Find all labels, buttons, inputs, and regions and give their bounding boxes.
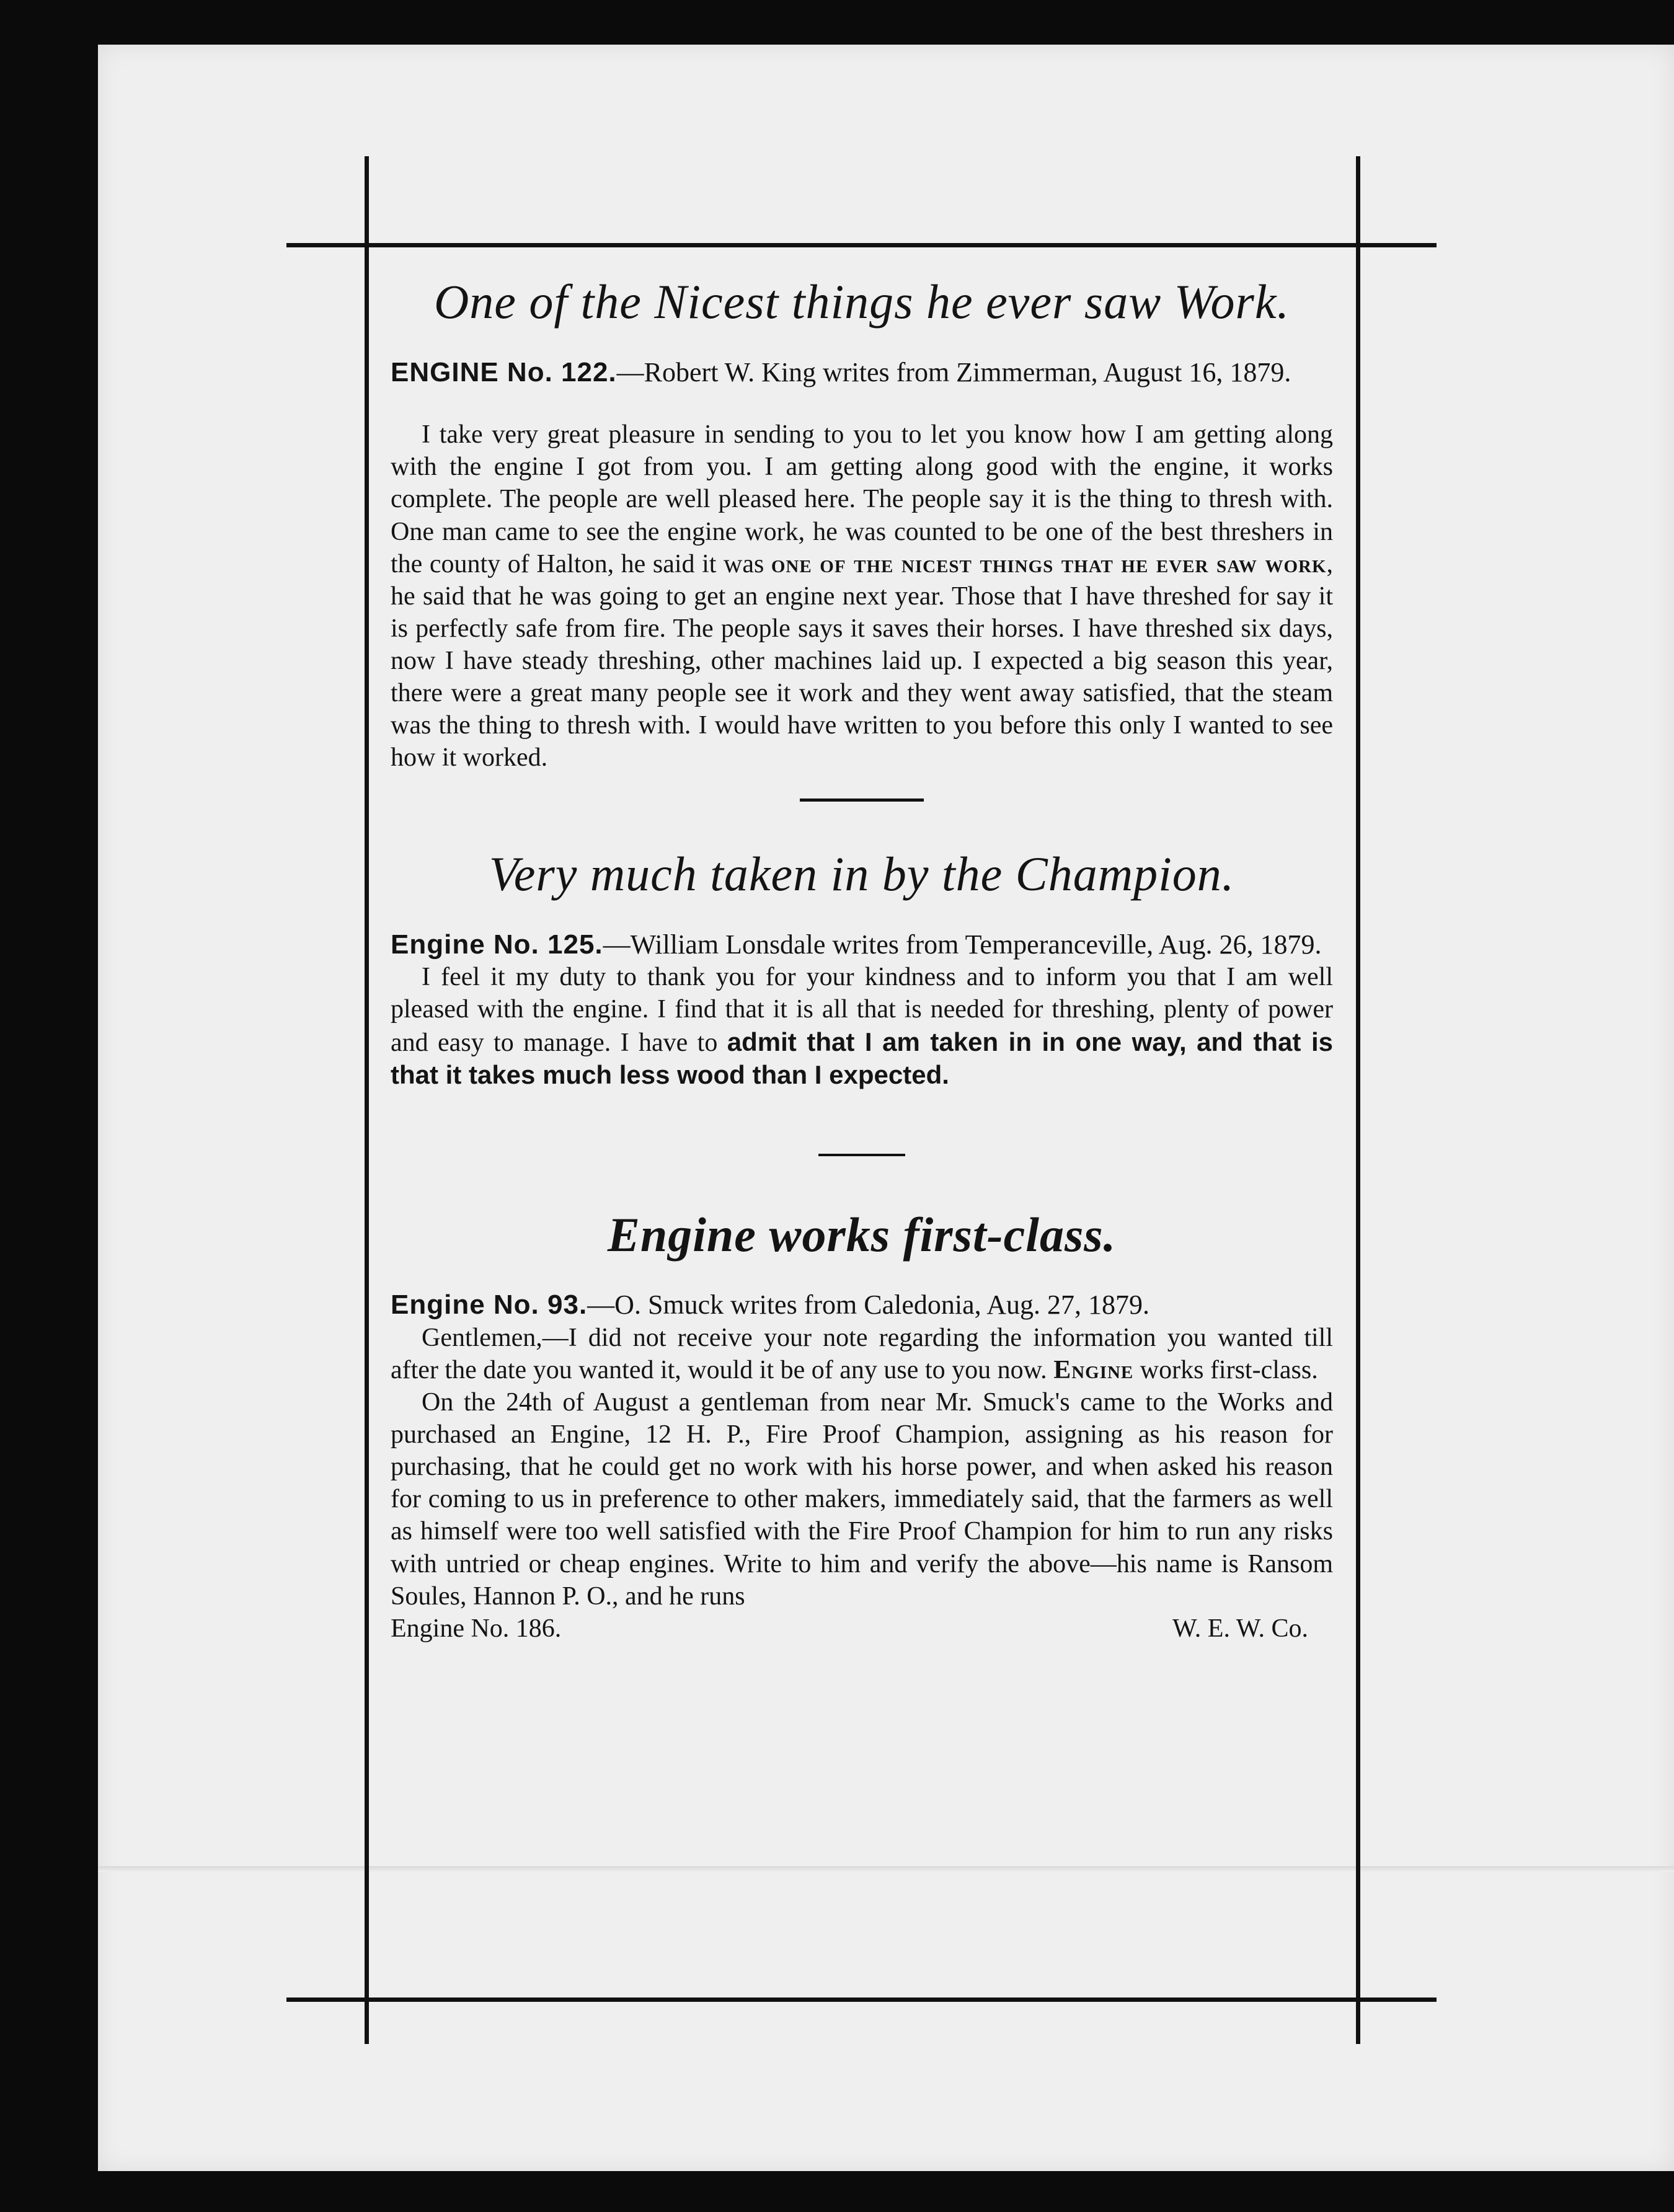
entry-label: Engine No. 93. <box>391 1290 588 1321</box>
border-bottom-rule <box>286 1997 1437 2002</box>
headline-first-class: Engine works first-class. <box>607 1207 1117 1262</box>
letter-emphasis: one of the nicest things that he ever saw work <box>771 549 1327 578</box>
entry-heading-engine-125 <box>391 928 1333 962</box>
headline-taken-in: Very much taken in by the Champion. <box>489 847 1235 901</box>
section-divider <box>818 1154 905 1156</box>
headline-nicest-things: One of the Nicest things he ever saw Work. <box>433 275 1290 329</box>
section-divider <box>800 799 924 802</box>
letter-text: I take very great pleasure in sending to you to let you know how I am getting along with the engine I got from you. I am getting along good with the engine, it works complete. The people are well pleased here. The people say it is the thing to thresh with. One man came to see the engine work, he was counted to be one of the best threshers in the county of Halton, he said it was <box>391 420 1333 578</box>
entry-source: —William Lonsdale writes from Temperanceville, Aug. 26, 1879. <box>603 929 1322 960</box>
letter-text: Gentlemen,—I did not receive your note regarding the information you wanted till after the date you wanted it, would it be of any use to you now. <box>391 1323 1333 1385</box>
letter-body <box>391 1322 1333 1386</box>
letter-text: I feel it my duty to thank you for your kindness and to inform you that I am well pleased with the engine. I find that it is all that is needed for threshing, plenty of power and easy to manage. I have to <box>391 963 1333 1057</box>
letter-text: , he said that he was going to get an engine next year. Those that I have threshed for say it is perfectly safe from fire. The people says it saves their horses. I have threshed six days, now I have steady threshing, other machines laid up. I expected a big season this year, there were a great many people see it work and they went away satisfied, that the steam was the thing to thresh with. I would have written to you before this only I wanted to see how it worked. <box>391 549 1334 772</box>
letter-body <box>391 418 1333 774</box>
entry-heading-engine-122 <box>391 356 1333 389</box>
advertisement-content <box>391 273 1333 1645</box>
company-note: On the 24th of August a gentleman from near Mr. Smuck's came to the Works and purchased an Engine, 12 H. P., Fire Proof Champion, assigning as his reason for purchasing, that he could get no work with his horse power, and when asked his reason for coming to us in preference to other makers, immediately said, that the farmers as well as himself were too well satisfied with the Fire Proof Champion for him to run any risks with untried or cheap engines. Write to him and verify the above—his name is Ransom Soules, Hannon P. O., and he runs <box>391 1388 1333 1611</box>
company-signature: W. E. W. Co. <box>1172 1614 1308 1643</box>
entry-label: Engine No. 125. <box>391 929 603 960</box>
entry-label: ENGINE No. 122. <box>391 356 617 387</box>
engine-number: Engine No. 186. <box>391 1614 562 1643</box>
letter-body <box>391 961 1333 1091</box>
letter-text: works first-class. <box>1133 1356 1318 1385</box>
closing-line <box>391 1613 1333 1645</box>
letter-emphasis: admit that I am taken in in one way, and that is that it takes much less wood than I expected. <box>391 1027 1333 1089</box>
border-top-rule <box>286 243 1437 247</box>
entry-heading-engine-93 <box>391 1288 1333 1322</box>
letter-emphasis: Engine <box>1053 1356 1134 1385</box>
entry-source: —O. Smuck writes from Caledonia, Aug. 27, 1879. <box>587 1290 1149 1321</box>
border-left-rule <box>365 156 369 2044</box>
page-fold <box>98 1866 1674 1872</box>
entry-source: —Robert W. King writes from Zimmerman, August 16, 1879. <box>616 356 1291 387</box>
border-right-rule <box>1356 156 1360 2044</box>
